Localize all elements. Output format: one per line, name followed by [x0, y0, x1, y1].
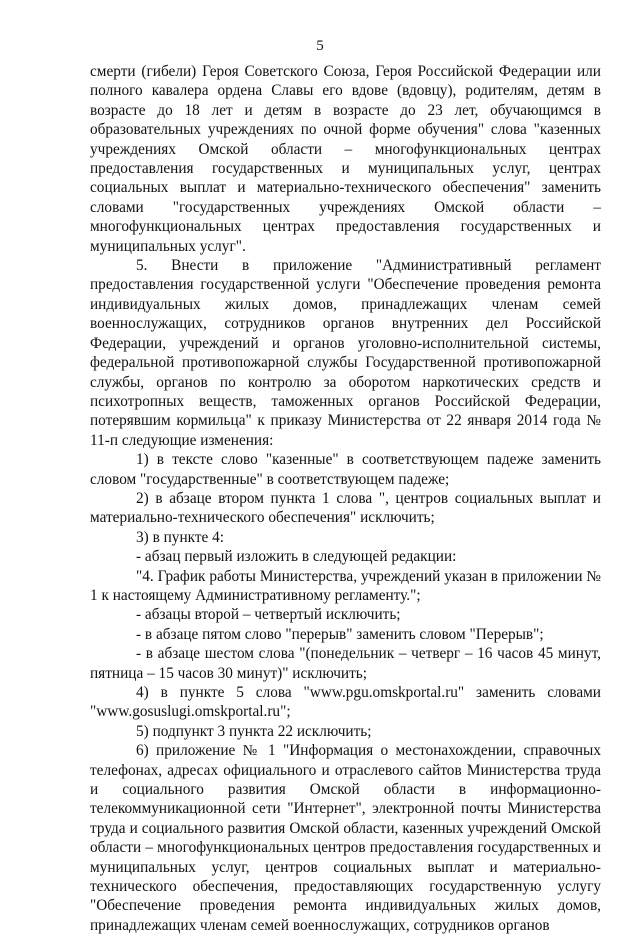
paragraph-dash-4: - в абзаце шестом слова "(понедельник – четверг – 16 часов 45 минут, пятница – 15 часов 30 минут)" исключить;	[90, 645, 601, 682]
paragraph-dash-2: - абзацы второй – четвертый исключить;	[136, 606, 401, 624]
paragraph-dash-3: - в абзаце пятом слово "перерыв" заменить словом "Перерыв";	[136, 625, 544, 643]
paragraph-subitem-3: 3) в пункте 4:	[136, 528, 225, 546]
page-number: 5	[316, 38, 324, 54]
paragraph-dash-1: - абзац первый изложить в следующей редакции:	[136, 548, 457, 566]
paragraph-subitem-5: 5) подпункт 3 пункта 22 исключить;	[136, 722, 372, 740]
paragraph-subitem-4: 4) в пункте 5 слова "www.pgu.omskportal.ru" заменить словами "www.gosuslugi.omskportal.ru";	[90, 684, 601, 721]
paragraph-subitem-1: 1) в тексте слово "казенные" в соответствующем падеже заменить словом "государственные" в соответствующем падеже;	[90, 451, 601, 488]
paragraph-quote: "4. График работы Министерства, учреждений указан в приложении № 1 к настоящему Административному регламенту.";	[90, 567, 601, 604]
document-body	[90, 62, 601, 935]
paragraph-subitem-6: 6) приложение № 1 "Информация о местонахождении, справочных телефонах, адресах официального и отраслевого сайтов Министерства труда и социального развития Омской области в информационно-телекоммуникационной сети "Интернет", электронной почты Министерства труда и социального развития Омской области, казенных учреждений Омской области – многофункциональных центров предоставления государственных и муниципальных услуг, центров социальных выплат и материально-технического обеспечения, предоставляющих государственную услугу "Обеспечение проведения ремонта индивидуальных жилых домов, принадлежащих членам семей военнослужащих, сотрудников органов	[90, 742, 601, 934]
paragraph-continuation: смерти (гибели) Героя Советского Союза, Героя Российской Федерации или полного кавалера ордена Славы его вдове (вдовцу), родителям, детям в возрасте до 18 лет и детям в возрасте до 23 лет, обучающимся в образовательных учреждениях по очной форме обучения" слова "казенных учреждениях Омской области – многофункциональных центрах предоставления государственных и муниципальных услуг, центрах социальных выплат и материально-технического обеспечения" заменить словами "государственных учреждениях Омской области – многофункциональных центрах предоставления государственных и муниципальных услуг".	[90, 63, 601, 255]
paragraph-item-5: 5. Внести в приложение "Административный регламент предоставления государственной услуги "Обеспечение проведения ремонта индивидуальных жилых домов, принадлежащих членам семей военнослужащих, сотрудников органов внутренних дел Российской Федерации, учреждений и органов уголовно-исполнительной системы, федеральной противопожарной службы Государственной противопожарной службы, органов по контролю за оборотом наркотических средств и психотропных веществ, таможенных органов Российской Федерации, потерявшим кормильца" к приказу Министерства от 22 января 2014 года № 11-п следующие изменения:	[90, 257, 601, 449]
paragraph-subitem-2: 2) в абзаце втором пункта 1 слова ", центров социальных выплат и материально-технического обеспечения" исключить;	[90, 489, 601, 527]
